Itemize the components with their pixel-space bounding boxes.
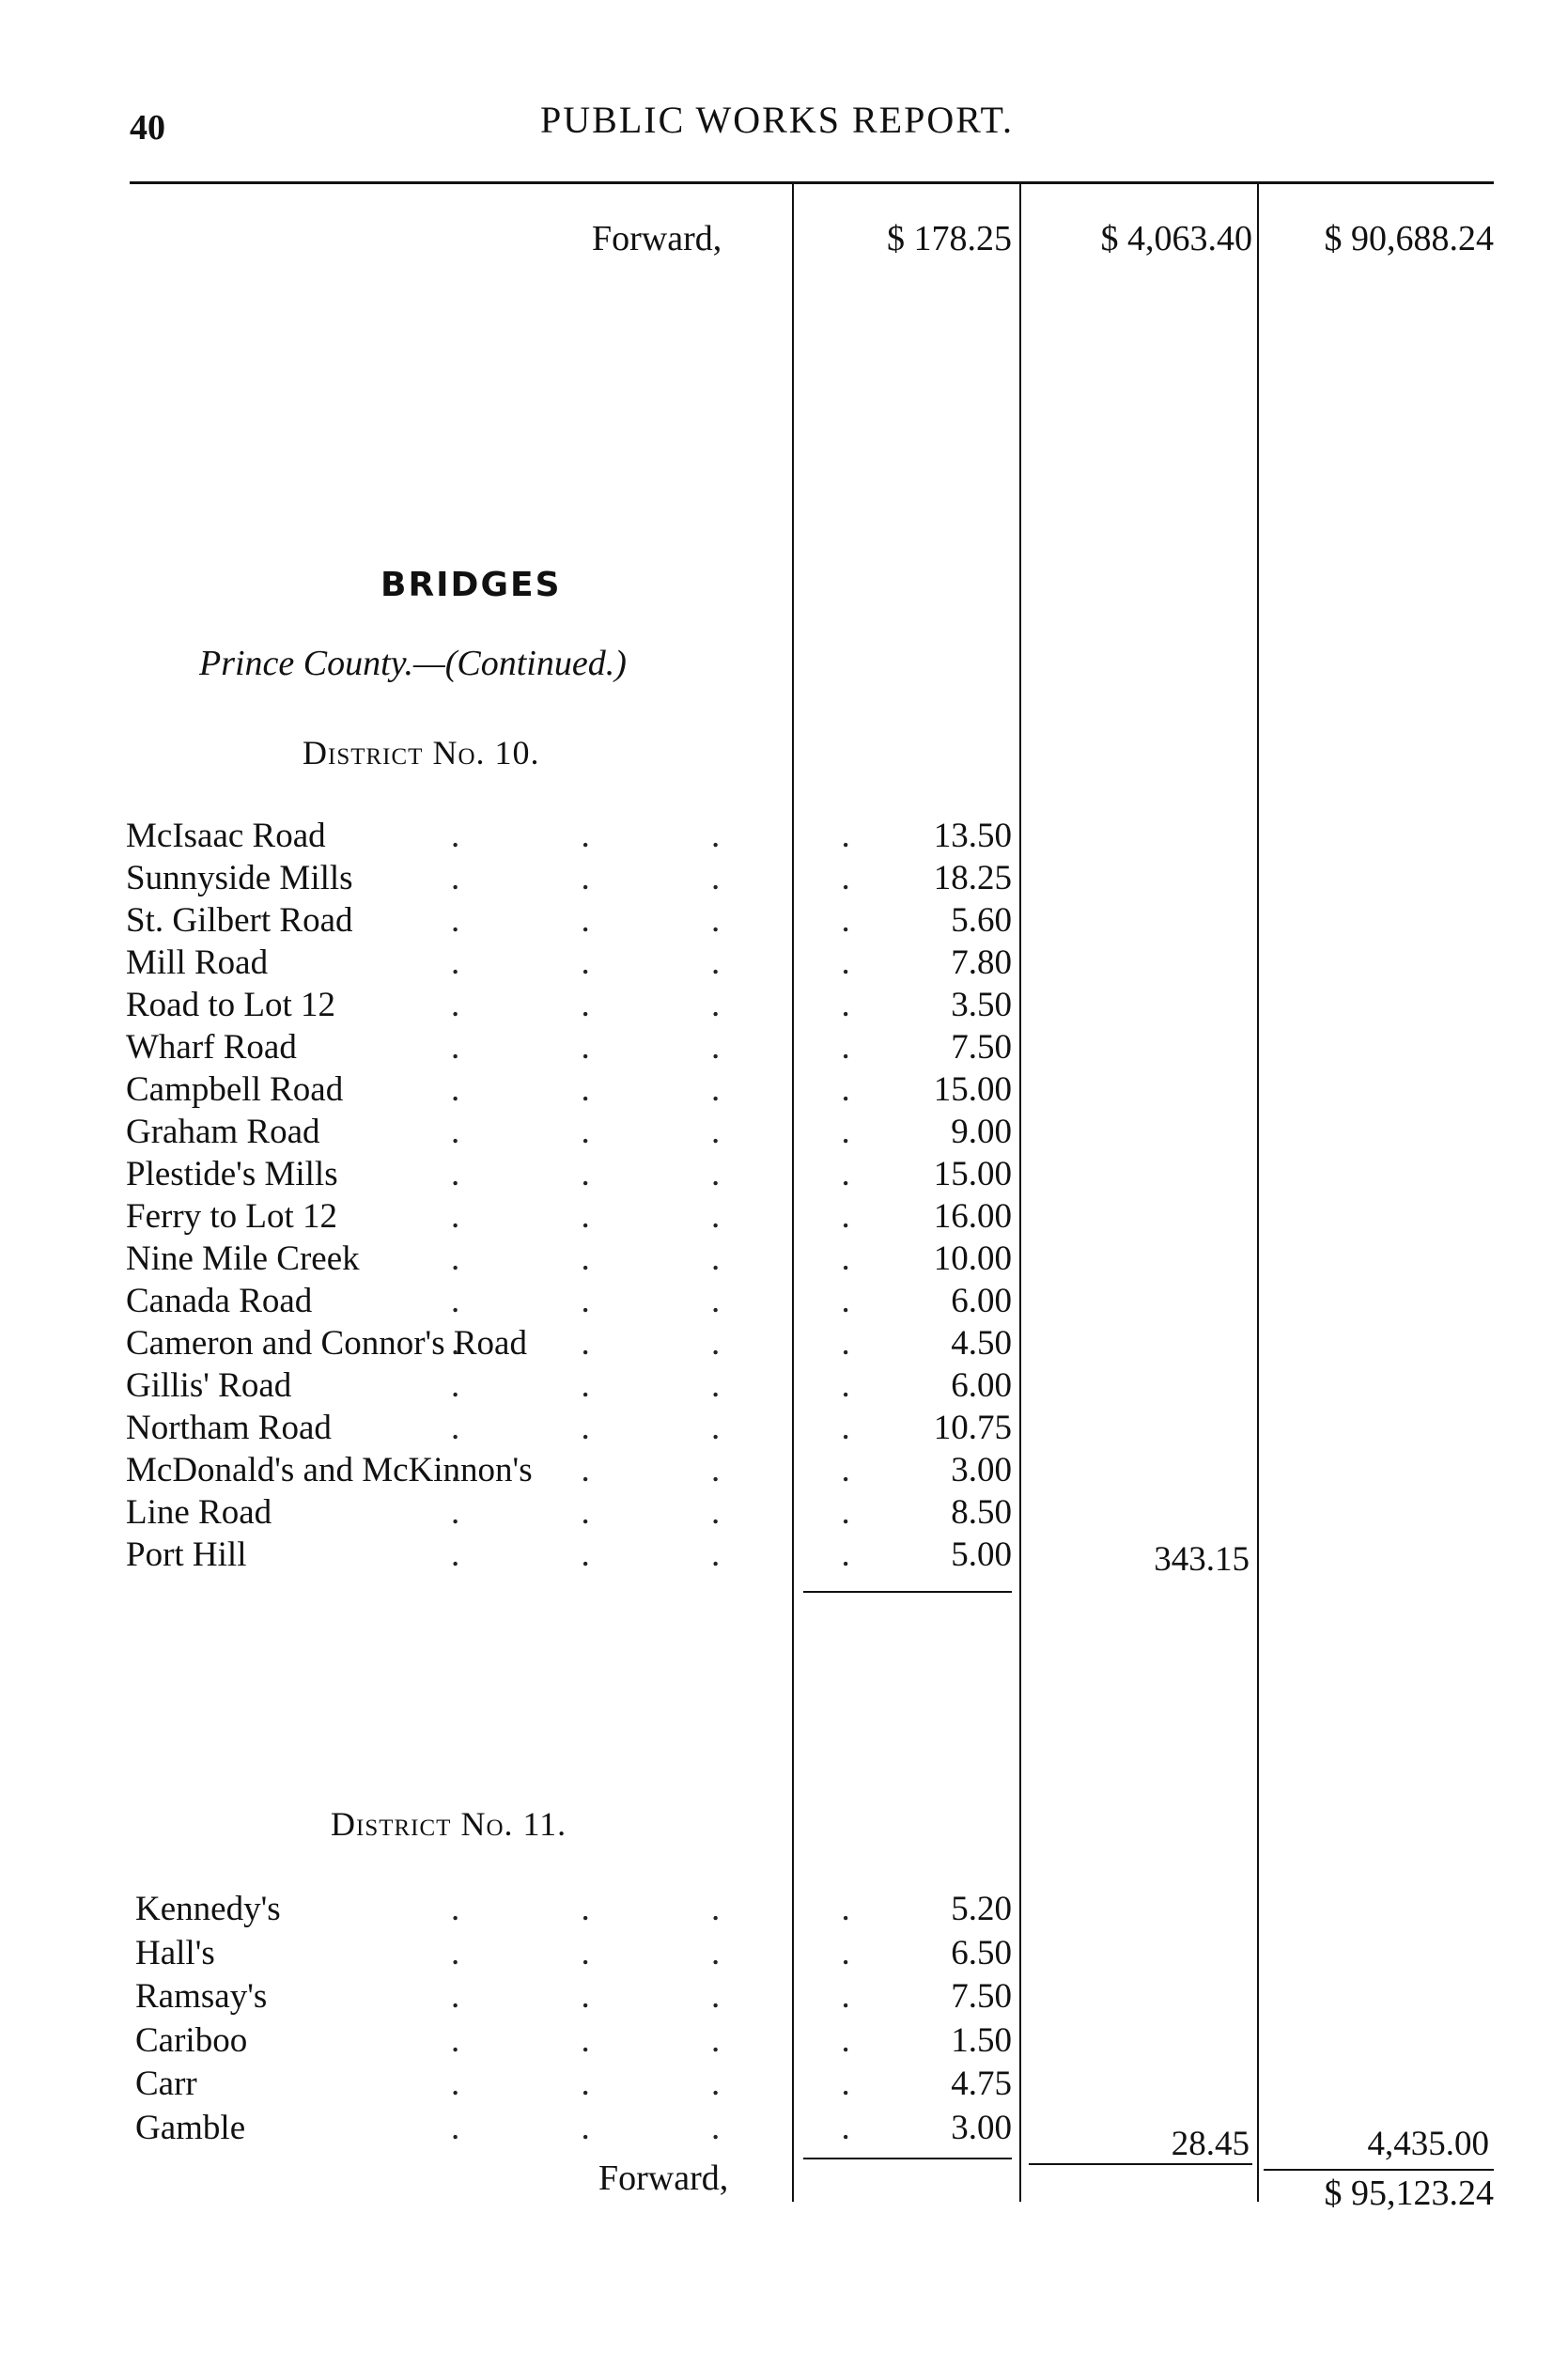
district-11-rule-col3 <box>1264 2169 1494 2171</box>
row-amount: 4.75 <box>951 2065 1012 2103</box>
row-amount: 5.60 <box>951 901 1012 940</box>
row-amount: 1.50 <box>951 2020 1012 2060</box>
row-amount: 15.00 <box>933 1155 1012 1193</box>
leader-dots: . . . . <box>451 1933 907 1972</box>
row-label: Nine Mile Creek <box>126 1239 360 1278</box>
row-amount: 3.50 <box>951 986 1012 1024</box>
forward-label-bottom: Forward, <box>598 2159 729 2198</box>
row-label: Ramsay's <box>135 1977 268 2016</box>
district-10-rule <box>803 1591 1012 1593</box>
forward-label-top: Forward, <box>592 219 722 258</box>
leader-dots: . . . . <box>451 2020 907 2060</box>
leader-dots: . . . . <box>451 986 907 1024</box>
column-rule-3 <box>1257 181 1259 2202</box>
leader-dots: . . . . <box>451 1409 907 1447</box>
leader-dots: . . . . <box>451 1451 907 1489</box>
leader-dots: . . . . <box>451 859 907 897</box>
leader-dots: . . . . <box>451 1977 907 2016</box>
row-amount: 6.50 <box>951 1933 1012 1972</box>
row-label: Northam Road <box>126 1409 332 1447</box>
row-amount: 7.80 <box>951 943 1012 982</box>
row-label: Campbell Road <box>126 1070 344 1109</box>
district-10-subtotal: 343.15 <box>1154 1540 1250 1579</box>
section-heading: BRIDGES <box>380 566 562 604</box>
forward-top-col2: $ 4,063.40 <box>1100 219 1252 258</box>
row-label: McIsaac Road <box>126 817 326 855</box>
leader-dots: . . . . <box>451 943 907 982</box>
forward-top-col1: $ 178.25 <box>887 219 1012 258</box>
row-label: Ferry to Lot 12 <box>126 1197 338 1236</box>
leader-dots: . . . . <box>451 2065 907 2103</box>
leader-dots: . . . . <box>451 1493 907 1532</box>
row-label: St. Gilbert Road <box>126 901 353 940</box>
row-label: Mill Road <box>126 943 269 982</box>
row-amount: 16.00 <box>933 1197 1012 1236</box>
row-label: Wharf Road <box>126 1028 297 1067</box>
row-label: Graham Road <box>126 1113 320 1151</box>
row-amount: 6.00 <box>951 1282 1012 1320</box>
row-amount: 6.00 <box>951 1366 1012 1405</box>
column-rule-2 <box>1019 181 1021 2202</box>
leader-dots: . . . . <box>451 1239 907 1278</box>
header-rule <box>130 181 1494 184</box>
leader-dots: . . . . <box>451 1197 907 1236</box>
row-label: Gillis' Road <box>126 1366 292 1405</box>
district-11-subtotal: 28.45 <box>1171 2125 1250 2163</box>
row-amount: 10.00 <box>933 1239 1012 1278</box>
row-amount: 7.50 <box>951 1977 1012 2016</box>
row-amount: 15.00 <box>933 1070 1012 1109</box>
row-amount: 3.00 <box>951 2108 1012 2147</box>
district-11-title: District No. 11. <box>331 1805 567 1843</box>
leader-dots: . . . . <box>451 817 907 855</box>
row-amount: 10.75 <box>933 1409 1012 1447</box>
row-label: McDonald's and McKinnon's <box>126 1451 533 1489</box>
leader-dots: . . . . <box>451 1070 907 1109</box>
leader-dots: . . . . <box>451 1890 907 1928</box>
leader-dots: . . . . <box>451 901 907 940</box>
leader-dots: . . . . <box>451 2108 907 2147</box>
row-label: Carr <box>135 2065 197 2103</box>
leader-dots: . . . . <box>451 1113 907 1151</box>
row-label: Port Hill <box>126 1535 247 1574</box>
leader-dots: . . . . <box>451 1155 907 1193</box>
running-head: PUBLIC WORKS REPORT. <box>540 99 1014 141</box>
row-amount: 5.00 <box>951 1535 1012 1574</box>
district-11-total-col3: 4,435.00 <box>1367 2125 1489 2163</box>
row-label: Road to Lot 12 <box>126 986 336 1024</box>
row-amount: 7.50 <box>951 1028 1012 1067</box>
row-label: Line Road <box>126 1493 272 1532</box>
row-amount: 4.50 <box>951 1324 1012 1363</box>
row-label: Cariboo <box>135 2020 248 2060</box>
leader-dots: . . . . <box>451 1028 907 1067</box>
row-label: Hall's <box>135 1933 215 1972</box>
row-amount: 3.00 <box>951 1451 1012 1489</box>
county-heading: Prince County.—(Continued.) <box>199 644 627 683</box>
leader-dots: . . . . <box>451 1282 907 1320</box>
grand-total: $ 95,123.24 <box>1324 2174 1494 2213</box>
row-amount: 9.00 <box>951 1113 1012 1151</box>
leader-dots: . . . . <box>451 1535 907 1574</box>
page-number: 40 <box>130 108 165 148</box>
row-amount: 13.50 <box>933 817 1012 855</box>
leader-dots: . . . . <box>451 1366 907 1405</box>
district-11-rule-col1 <box>803 2158 1012 2159</box>
row-label: Sunnyside Mills <box>126 859 353 897</box>
row-label: Kennedy's <box>135 1890 281 1928</box>
row-label: Canada Road <box>126 1282 313 1320</box>
row-label: Plestide's Mills <box>126 1155 338 1193</box>
row-amount: 5.20 <box>951 1890 1012 1928</box>
row-amount: 8.50 <box>951 1493 1012 1532</box>
row-label: Cameron and Connor's Road <box>126 1324 527 1363</box>
row-label: Gamble <box>135 2108 246 2147</box>
row-amount: 18.25 <box>933 859 1012 897</box>
district-10-title: District No. 10. <box>303 734 540 771</box>
leader-dots: . . . . <box>451 1324 907 1363</box>
forward-top-col3: $ 90,688.24 <box>1324 219 1494 258</box>
